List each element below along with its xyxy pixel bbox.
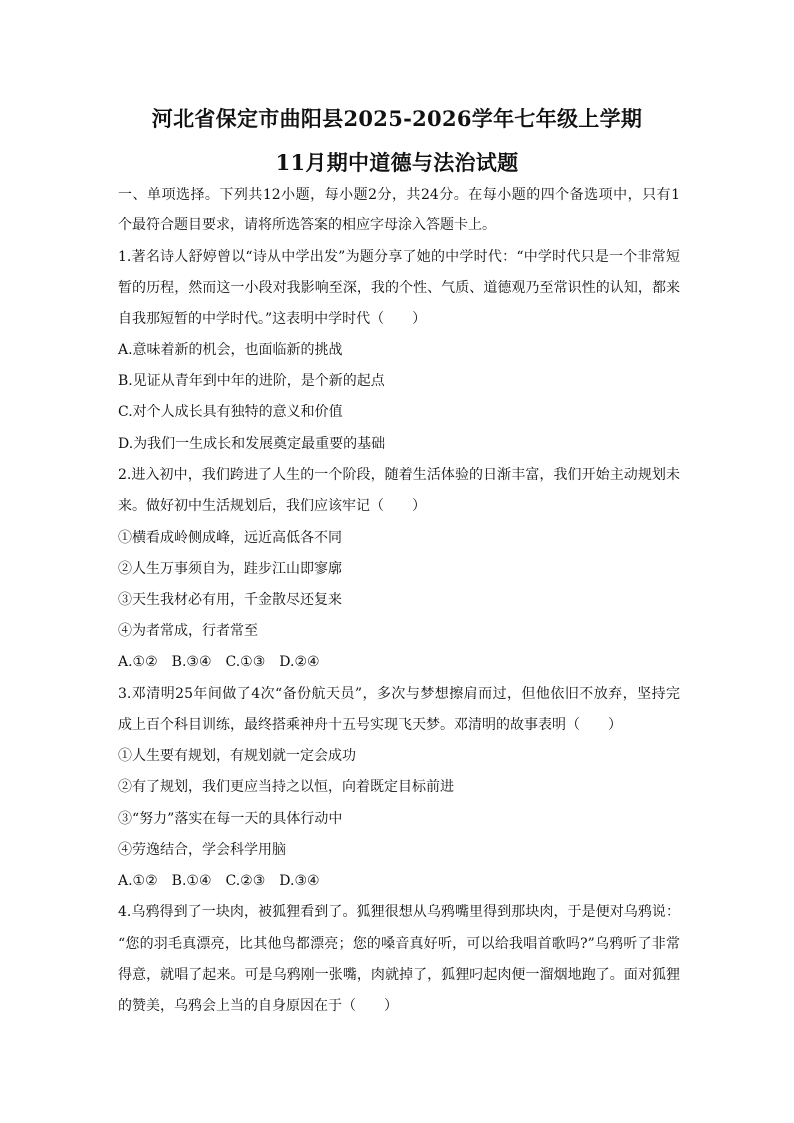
question-1-stem-line: 1.著名诗人舒婷曾以“诗从中学出发”为题分享了她的中学时代：“中学时代只是一个非常短 <box>118 249 680 265</box>
question-1-option-b: B.见证从青年到中年的进阶，是个新的起点 <box>118 373 385 389</box>
question-1-option-d: D.为我们一生成长和发展奠定最重要的基础 <box>118 436 386 452</box>
question-4-stem-line: 的赞美，乌鸦会上当的自身原因在于（ ） <box>118 998 398 1014</box>
question-3-stem-line: 成上百个科目训练，最终搭乘神舟十五号实现飞天梦。邓清明的故事表明（ ） <box>118 717 622 733</box>
question-1-stem-line: 暂的历程，然而这一小段对我影响至深，我的个性、气质、道德观乃至常识性的认知，都来 <box>118 280 680 296</box>
question-2-stem-line: 2.进入初中，我们跨进了人生的一个阶段，随着生活体验的日渐丰富，我们开始主动规划未 <box>118 467 680 483</box>
question-3-statement-1: ①人生要有规划，有规划就一定会成功 <box>118 748 356 764</box>
question-2-statement-3: ③天生我材必有用，千金散尽还复来 <box>118 592 342 608</box>
question-1-stem-line: 自我那短暂的中学时代。”这表明中学时代（ ） <box>118 311 427 327</box>
question-3-statement-4: ④劳逸结合，学会科学用脑 <box>118 842 286 858</box>
question-1-option-a: A.意味着新的机会，也面临新的挑战 <box>118 342 343 358</box>
question-3-stem-line: 3.邓清明25年间做了4次“备份航天员”，多次与梦想擦肩而过，但他依旧不放弃，坚持完 <box>118 686 680 702</box>
section-instructions-line: 个最符合题目要求，请将所选答案的相应字母涂入答题卡上。 <box>118 217 496 233</box>
question-4-stem-line: 得意，就唱了起来。可是乌鸦刚一张嘴，肉就掉了，狐狸叼起肉便一溜烟地跑了。面对狐狸 <box>118 967 680 983</box>
question-3-statement-2: ②有了规划，我们更应当持之以恒，向着既定目标前进 <box>118 779 454 795</box>
question-4-stem-line: “您的羽毛真漂亮，比其他鸟都漂亮；您的嗓音真好听，可以给我唱首歌吗?”乌鸦听了非常 <box>118 936 680 952</box>
question-2-statement-2: ②人生万事须自为，跬步江山即寥廓 <box>118 561 342 577</box>
question-2-stem-line: 来。做好初中生活规划后，我们应该牢记（ ） <box>118 498 426 514</box>
exam-title-line-2: 11月期中道德与法治试题 <box>275 150 519 175</box>
question-1-option-c: C.对个人成长具有独特的意义和价值 <box>118 404 343 420</box>
question-2-statement-1: ①横看成岭侧成峰，远近高低各不同 <box>118 530 342 546</box>
question-2-statement-4: ④为者常成，行者常至 <box>118 623 258 639</box>
question-3-statement-3: ③“努力”落实在每一天的具体行动中 <box>118 811 343 827</box>
question-2-options: A.①② B.③④ C.①③ D.②④ <box>118 654 320 670</box>
question-3-options: A.①② B.①④ C.②③ D.③④ <box>118 873 320 889</box>
question-4-stem-line: 4.乌鸦得到了一块肉，被狐狸看到了。狐狸很想从乌鸦嘴里得到那块肉，于是便对乌鸦说： <box>118 904 680 920</box>
section-instructions-line: 一、单项选择。下列共12小题，每小题2分，共24分。在每小题的四个备选项中，只有1 <box>118 187 680 203</box>
exam-title-line-1: 河北省保定市曲阳县2025-2026学年七年级上学期 <box>151 106 643 131</box>
